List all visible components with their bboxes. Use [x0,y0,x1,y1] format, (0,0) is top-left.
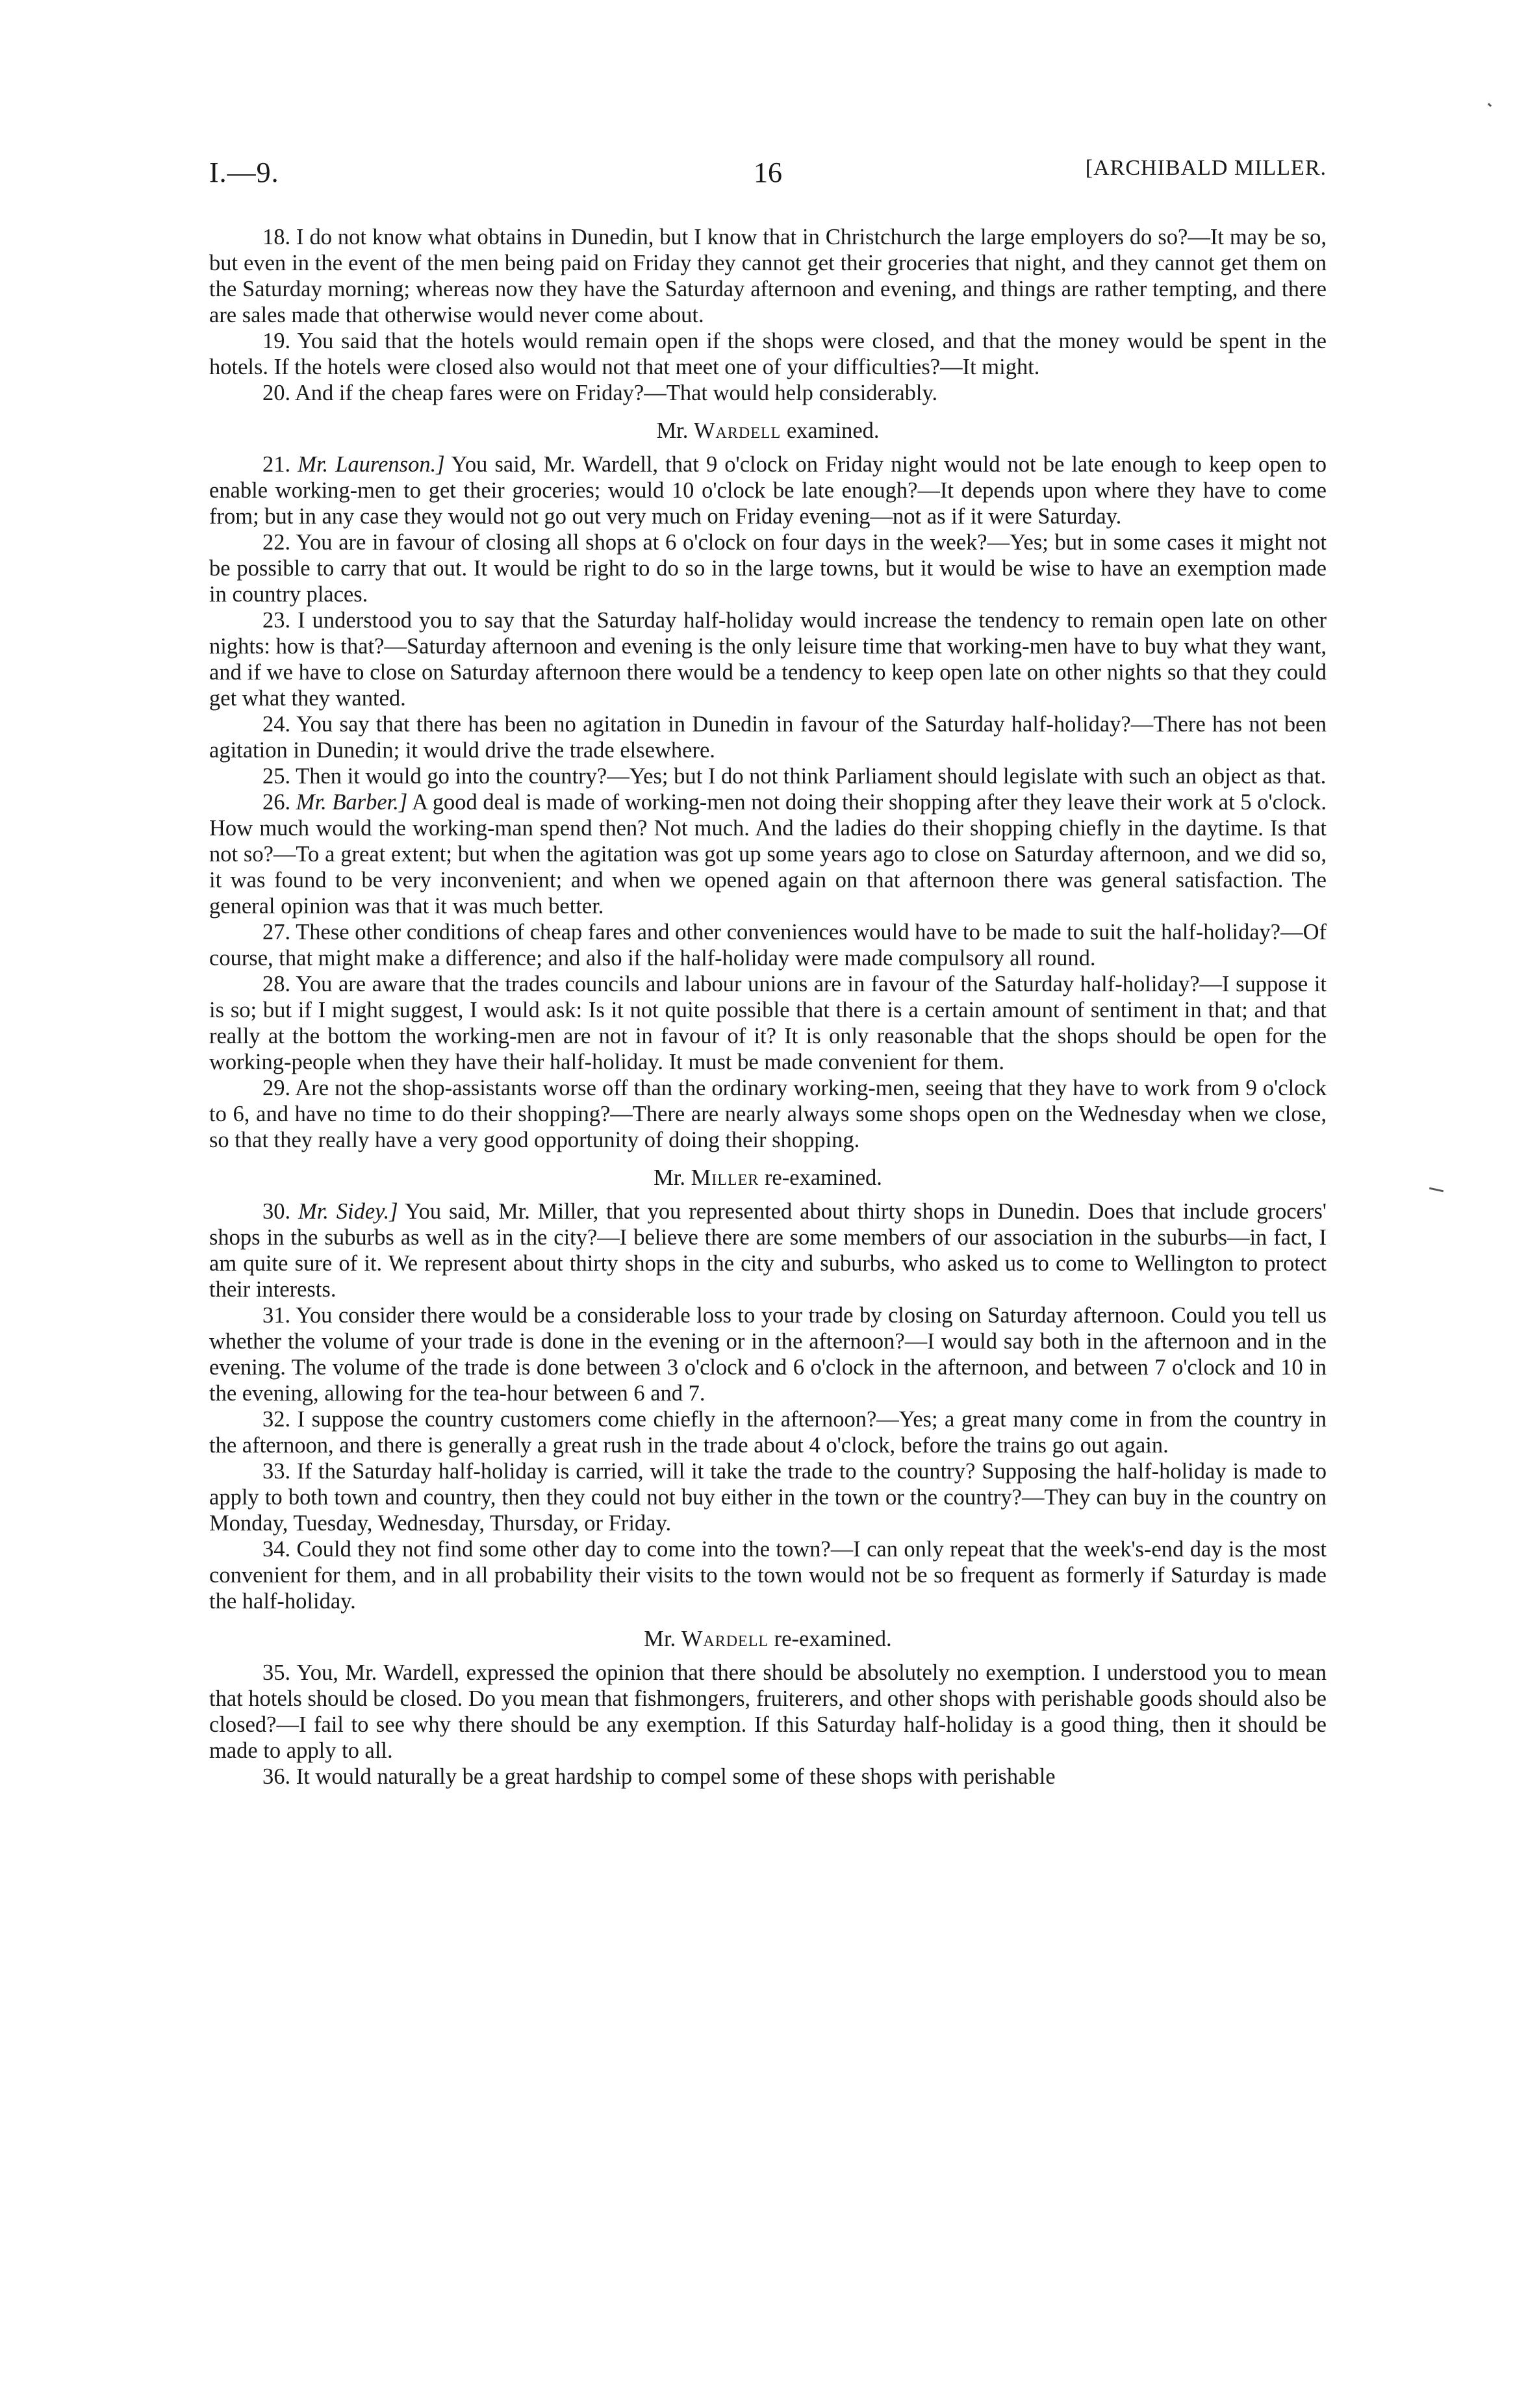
paragraph-33: 33. If the Saturday half-holiday is carried, will it take the trade to the country? Supposing the half-holiday is made to apply to both town and country, then they could not buy either in the town or the country?—They can buy in the country on Monday, Tuesday, Wednesday, Thursday, or Friday. [209,1459,1327,1536]
paragraph-31: 31. You consider there would be a considerable loss to your trade by closing on Saturday afternoon. Could you tell us whether the volume of your trade is done in the evening or in the afternoon?—I would say both in the afternoon and in the evening. The volume of the trade is done between 3 o'clock and 6 o'clock in the afternoon, and between 7 o'clock and 10 in the evening, allowing for the tea-hour between 6 and 7. [209,1303,1327,1406]
running-head-witness: [ARCHIBALD MILLER. [1085,156,1327,180]
paragraph-36: 36. It would naturally be a great hardship to compel some of these shops with perishable [262,1764,1056,1789]
paragraph-19: 19. You said that the hotels would remain open if the shops were closed, and that the money would be spent in the hotels. If the hotels were closed also would not that meet one of your difficulties?—It might. [209,329,1327,379]
speaker-label: Mr. Barber.] [296,790,408,815]
page-number: 16 [754,157,782,188]
paragraph-21: 21. Mr. Laurenson.] You said, Mr. Wardell, that 9 o'clock on Friday night would not be late enough to keep open to enable working-men to get their groceries; would 10 o'clock be late enough?—It depends upon where they have to come from; but in any case they would not go out very much on Friday evening—not as if it were Saturday. [209,452,1327,529]
paragraph-26: 26. Mr. Barber.] A good deal is made of working-men not doing their shopping after they leave their work at 5 o'clock. How much would the working-man spend then? Not much. And the ladies do their shopping chiefly in the daytime. Is that not so?—To a great extent; but when the agitation was got up some years ago to close on Saturday afternoon, and we did so, it was found to be very inconvenient; and when we opened again on that afternoon there was general satisfaction. The general opinion was that it was much better. [209,790,1327,919]
paragraph-27: 27. These other conditions of cheap fares and other conveniences would have to be made to suit the half-holiday?—Of course, that might make a difference; and also if the half-holiday were made compulsory all round. [209,920,1327,970]
body-text [209,224,1327,1790]
paragraph-23: 23. I understood you to say that the Saturday half-holiday would increase the tendency to remain open late on other nights: how is that?—Saturday afternoon and evening is the only leisure time that working-men have to buy what they want, and if we have to close on Saturday afternoon there would be a tendency to keep open late on other nights so that they could get what they wanted. [209,608,1327,711]
paragraph-34: 34. Could they not find some other day to come into the town?—I can only repeat that the week's-end day is the most convenient for them, and in all probability their visits to the town would not be so frequent as formerly if Saturday is made the half-holiday. [209,1537,1327,1614]
paragraph-32: 32. I suppose the country customers come chiefly in the afternoon?—Yes; a great many come in from the country in the afternoon, and there is generally a great rush in the trade about 4 o'clock, before the trains go out again. [209,1407,1327,1458]
paragraph-30: 30. Mr. Sidey.] You said, Mr. Miller, that you represented about thirty shops in Dunedin. Does that include grocers' shops in the suburbs as well as in the city?—I believe there are some members of our association in the suburbs—in fact, I am quite sure of it. We represent about thirty shops in the city and suburbs, who asked us to come to Wellington to protect their interests. [209,1199,1327,1302]
paragraph-28: 28. You are aware that the trades councils and labour unions are in favour of the Saturday half-holiday?—I suppose it is so; but if I might suggest, I would ask: Is it not quite possible that there is a certain amount of sentiment in that; and that really at the bottom the working-men are not in favour of it? It is only reasonable that the shops should be open for the working-people when they have their half-holiday. It must be made convenient for them. [209,972,1327,1074]
paragraph-22: 22. You are in favour of closing all shops at 6 o'clock on four days in the week?—Yes; but in some cases it might not be possible to carry that out. It would be right to do so in the large towns, but it would be wise to have an exemption made in country places. [209,530,1327,607]
paragraph-25: 25. Then it would go into the country?—Yes; but I do not think Parliament should legislate with such an object as that. [262,764,1327,789]
paragraph-20: 20. And if the cheap fares were on Friday?—That would help considerably. [262,381,938,405]
paragraph-18: 18. I do not know what obtains in Dunedin, but I know that in Christchurch the large employers do so?—It may be so, but even in the event of the men being paid on Friday they cannot get their groceries that night, and they cannot get them on the Saturday morning; whereas now they have the Saturday afternoon and evening, and things are rather tempting, and there are sales made that otherwise would never come about. [209,225,1327,327]
speaker-label: Mr. Laurenson.] [298,452,445,477]
speaker-label: Mr. Sidey.] [298,1199,398,1224]
paragraph-35: 35. You, Mr. Wardell, expressed the opinion that there should be absolutely no exemption. I understood you to mean that hotels should be closed. Do you mean that fishmongers, fruiterers, and other shops with perishable goods should also be closed?—I fail to see why there should be any exemption. If this Saturday half-holiday is a good thing, then it should be made to apply to all. [209,1660,1327,1763]
paragraph-24: 24. You say that there has been no agitation in Dunedin in favour of the Saturday half-holiday?—There has not been agitation in Dunedin; it would drive the trade elsewhere. [209,712,1327,763]
paragraph-29: 29. Are not the shop-assistants worse off than the ordinary working-men, seeing that they have to work from 9 o'clock to 6, and have no time to do their shopping?—There are nearly always some shops open on the Wednesday when we close, so that they really have a very good opportunity of doing their shopping. [209,1076,1327,1152]
section-heading-miller-re-examined: Mr. Miller re-examined. [654,1165,882,1190]
scan-mark [1488,103,1492,107]
page-header [209,156,1327,195]
section-heading-wardell-examined: Mr. Wardell examined. [656,418,880,443]
document-reference: I.—9. [209,157,279,188]
scan-mark [1429,1187,1443,1193]
section-heading-wardell-re-examined: Mr. Wardell re-examined. [644,1627,892,1651]
